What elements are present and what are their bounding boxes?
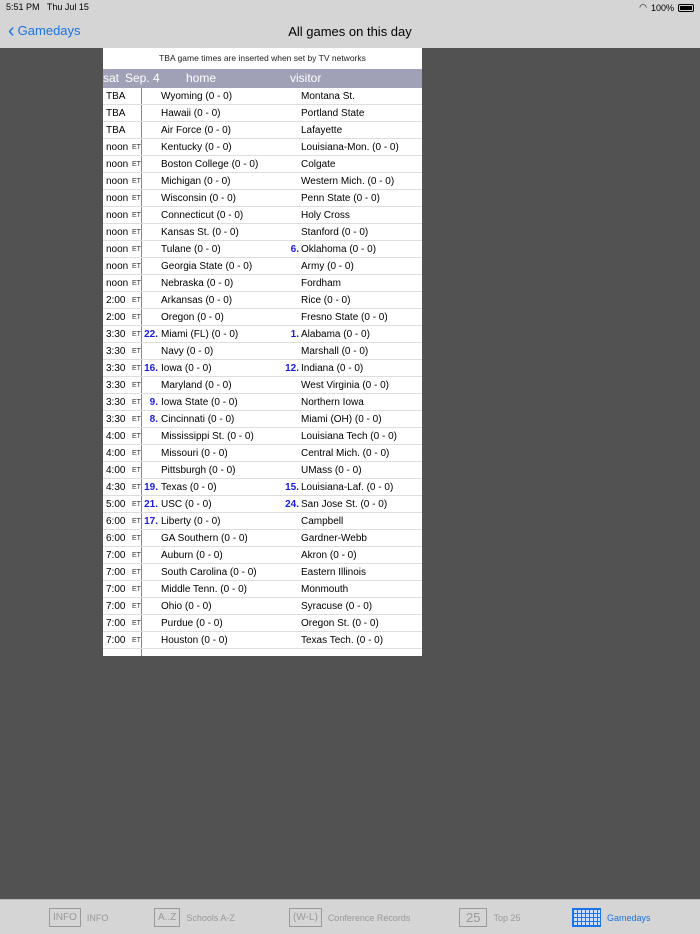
home-team: USC (0 - 0) bbox=[161, 499, 212, 510]
visitor-team: UMass (0 - 0) bbox=[301, 465, 362, 476]
visitor-team: Central Mich. (0 - 0) bbox=[301, 448, 390, 459]
table-row[interactable] bbox=[103, 615, 422, 632]
timezone: ET bbox=[132, 484, 141, 491]
column-divider bbox=[141, 377, 142, 393]
column-divider bbox=[141, 122, 142, 138]
home-team: Kentucky (0 - 0) bbox=[161, 142, 232, 153]
game-time: 3:30 bbox=[106, 380, 126, 391]
top25-icon: 25 bbox=[459, 908, 487, 927]
timezone: ET bbox=[132, 229, 141, 236]
table-row[interactable] bbox=[103, 377, 422, 394]
status-time: 5:51 PM Thu Jul 15 bbox=[6, 2, 89, 12]
tab-label: Conference Records bbox=[327, 912, 411, 923]
visitor-team: Syracuse (0 - 0) bbox=[301, 601, 373, 612]
tab-gamedays[interactable] bbox=[572, 908, 651, 927]
battery-percent: 100% bbox=[650, 2, 674, 13]
table-row[interactable] bbox=[103, 428, 422, 445]
navigation-bar bbox=[0, 14, 700, 48]
game-time: noon bbox=[106, 210, 129, 221]
home-team: GA Southern (0 - 0) bbox=[161, 533, 248, 544]
timezone: ET bbox=[132, 178, 141, 185]
game-time: 2:00 bbox=[106, 312, 126, 323]
home-rank: 19. bbox=[144, 482, 158, 493]
home-team: Purdue (0 - 0) bbox=[161, 618, 223, 629]
home-team: Air Force (0 - 0) bbox=[161, 125, 232, 136]
table-row[interactable] bbox=[103, 105, 422, 122]
column-divider bbox=[141, 581, 142, 597]
timezone: ET bbox=[132, 212, 141, 219]
game-time: noon bbox=[106, 159, 129, 170]
column-divider bbox=[141, 156, 142, 172]
visitor-team: Fresno State (0 - 0) bbox=[301, 312, 388, 323]
table-row[interactable] bbox=[103, 581, 422, 598]
home-team: South Carolina (0 - 0) bbox=[161, 567, 257, 578]
home-team: Arkansas (0 - 0) bbox=[161, 295, 233, 306]
table-row[interactable] bbox=[103, 343, 422, 360]
chevron-left-icon: ‹ bbox=[8, 19, 15, 42]
timezone: ET bbox=[132, 399, 141, 406]
home-team: Tulane (0 - 0) bbox=[161, 244, 221, 255]
column-divider bbox=[141, 632, 142, 648]
game-time: 7:00 bbox=[106, 601, 126, 612]
column-divider bbox=[141, 445, 142, 461]
home-team: Hawaii (0 - 0) bbox=[161, 108, 221, 119]
table-row[interactable] bbox=[103, 173, 422, 190]
game-time: 4:30 bbox=[106, 482, 126, 493]
timezone: ET bbox=[132, 450, 141, 457]
table-row[interactable] bbox=[103, 564, 422, 581]
header-day: sat bbox=[103, 71, 120, 85]
column-divider bbox=[141, 343, 142, 359]
home-team: Texas (0 - 0) bbox=[161, 482, 217, 493]
table-row[interactable] bbox=[103, 88, 422, 105]
column-divider bbox=[141, 615, 142, 631]
tab-label: Gamedays bbox=[607, 912, 651, 923]
home-team: Auburn (0 - 0) bbox=[161, 550, 223, 561]
wifi-icon: ◠ bbox=[639, 2, 647, 12]
game-time: 2:00 bbox=[106, 295, 126, 306]
timezone: ET bbox=[132, 246, 141, 253]
game-time: noon bbox=[106, 244, 129, 255]
game-time: TBA bbox=[106, 91, 126, 102]
visitor-team: Fordham bbox=[301, 278, 342, 289]
column-divider bbox=[141, 190, 142, 206]
table-row[interactable] bbox=[103, 632, 422, 649]
game-time: TBA bbox=[106, 125, 126, 136]
table-row[interactable] bbox=[103, 547, 422, 564]
column-divider bbox=[141, 105, 142, 121]
tab-info[interactable] bbox=[49, 908, 108, 927]
back-label: Gamedays bbox=[17, 23, 81, 38]
game-time: 7:00 bbox=[106, 584, 126, 595]
game-time: 7:00 bbox=[106, 550, 126, 561]
visitor-team: Louisiana-Laf. (0 - 0) bbox=[301, 482, 394, 493]
table-row[interactable] bbox=[103, 292, 422, 309]
table-row[interactable] bbox=[103, 207, 422, 224]
game-time: 6:00 bbox=[106, 516, 126, 527]
game-time: noon bbox=[106, 193, 129, 204]
game-time: 7:00 bbox=[106, 567, 126, 578]
timezone: ET bbox=[132, 569, 141, 576]
visitor-rank: 1. bbox=[290, 329, 299, 340]
home-team: Liberty (0 - 0) bbox=[161, 516, 221, 527]
header-visitor: visitor bbox=[290, 71, 322, 85]
visitor-rank: 12. bbox=[285, 363, 299, 374]
home-team: Wyoming (0 - 0) bbox=[161, 91, 233, 102]
visitor-team: Colgate bbox=[301, 159, 336, 170]
visitor-rank: 24. bbox=[285, 499, 299, 510]
home-team: Nebraska (0 - 0) bbox=[161, 278, 234, 289]
visitor-team: Lafayette bbox=[301, 125, 343, 136]
table-row-partial bbox=[103, 649, 422, 656]
az-icon: A..Z bbox=[154, 908, 180, 927]
home-team: Mississippi St. (0 - 0) bbox=[161, 431, 254, 442]
visitor-team: Stanford (0 - 0) bbox=[301, 227, 369, 238]
table-row[interactable] bbox=[103, 360, 422, 377]
column-divider bbox=[141, 309, 142, 325]
timezone: ET bbox=[132, 501, 141, 508]
visitor-team: Monmouth bbox=[301, 584, 349, 595]
column-divider bbox=[141, 496, 142, 512]
game-time: noon bbox=[106, 278, 129, 289]
game-time: 3:30 bbox=[106, 414, 126, 425]
timezone: ET bbox=[132, 314, 141, 321]
page-title: All games on this day bbox=[288, 24, 412, 39]
home-team: Ohio (0 - 0) bbox=[161, 601, 212, 612]
game-time: noon bbox=[106, 176, 129, 187]
timezone: ET bbox=[132, 195, 141, 202]
wl-icon: (W-L) bbox=[289, 908, 322, 927]
column-divider bbox=[141, 207, 142, 223]
home-rank: 8. bbox=[149, 414, 158, 425]
tab-label: Top 25 bbox=[493, 912, 521, 923]
table-row[interactable] bbox=[103, 462, 422, 479]
visitor-team: Army (0 - 0) bbox=[301, 261, 354, 272]
visitor-team: Akron (0 - 0) bbox=[301, 550, 357, 561]
table-row[interactable] bbox=[103, 224, 422, 241]
table-row[interactable] bbox=[103, 258, 422, 275]
table-row[interactable] bbox=[103, 190, 422, 207]
visitor-team: Gardner-Webb bbox=[301, 533, 367, 544]
table-row[interactable] bbox=[103, 139, 422, 156]
table-row[interactable] bbox=[103, 598, 422, 615]
column-divider bbox=[141, 326, 142, 342]
column-divider bbox=[141, 411, 142, 427]
game-time: 3:30 bbox=[106, 363, 126, 374]
column-divider bbox=[141, 394, 142, 410]
home-team: Kansas St. (0 - 0) bbox=[161, 227, 239, 238]
game-time: noon bbox=[106, 227, 129, 238]
status-bar bbox=[0, 0, 700, 14]
table-row[interactable] bbox=[103, 530, 422, 547]
header-date: Sep. 4 bbox=[125, 71, 160, 85]
visitor-team: Miami (OH) (0 - 0) bbox=[301, 414, 382, 425]
home-rank: 22. bbox=[144, 329, 158, 340]
home-team: Oregon (0 - 0) bbox=[161, 312, 224, 323]
timezone: ET bbox=[132, 535, 141, 542]
column-divider bbox=[141, 513, 142, 529]
timezone: ET bbox=[132, 620, 141, 627]
game-time: TBA bbox=[106, 108, 126, 119]
home-team: Connecticut (0 - 0) bbox=[161, 210, 244, 221]
game-time: 6:00 bbox=[106, 533, 126, 544]
table-row[interactable] bbox=[103, 309, 422, 326]
visitor-rank: 15. bbox=[285, 482, 299, 493]
game-time: 7:00 bbox=[106, 635, 126, 646]
game-time: 4:00 bbox=[106, 465, 126, 476]
tab-top25[interactable] bbox=[459, 908, 521, 927]
header-home: home bbox=[186, 71, 217, 85]
home-team: Missouri (0 - 0) bbox=[161, 448, 228, 459]
home-team: Cincinnati (0 - 0) bbox=[161, 414, 235, 425]
table-row[interactable] bbox=[103, 394, 422, 411]
timezone: ET bbox=[132, 467, 141, 474]
column-divider bbox=[141, 258, 142, 274]
table-row[interactable] bbox=[103, 496, 422, 513]
game-time: 3:30 bbox=[106, 397, 126, 408]
column-divider bbox=[141, 428, 142, 444]
table-row[interactable] bbox=[103, 122, 422, 139]
visitor-team: Indiana (0 - 0) bbox=[301, 363, 364, 374]
visitor-team: Campbell bbox=[301, 516, 344, 527]
calendar-grid-icon bbox=[572, 908, 601, 927]
table-row[interactable] bbox=[103, 275, 422, 292]
visitor-team: Marshall (0 - 0) bbox=[301, 346, 369, 357]
table-row[interactable] bbox=[103, 411, 422, 428]
timezone: ET bbox=[132, 433, 141, 440]
column-divider bbox=[141, 224, 142, 240]
visitor-team: Oklahoma (0 - 0) bbox=[301, 244, 377, 255]
column-divider bbox=[141, 139, 142, 155]
timezone: ET bbox=[132, 348, 141, 355]
visitor-team: Oregon St. (0 - 0) bbox=[301, 618, 379, 629]
visitor-team: Montana St. bbox=[301, 91, 355, 102]
home-team: Miami (FL) (0 - 0) bbox=[161, 329, 239, 340]
home-team: Maryland (0 - 0) bbox=[161, 380, 232, 391]
home-rank: 16. bbox=[144, 363, 158, 374]
game-time: noon bbox=[106, 261, 129, 272]
table-row[interactable] bbox=[103, 513, 422, 530]
timezone: ET bbox=[132, 382, 141, 389]
column-divider bbox=[141, 275, 142, 291]
table-row[interactable] bbox=[103, 445, 422, 462]
home-team: Wisconsin (0 - 0) bbox=[161, 193, 237, 204]
visitor-team: San Jose St. (0 - 0) bbox=[301, 499, 388, 510]
column-divider bbox=[141, 360, 142, 376]
game-time: 4:00 bbox=[106, 448, 126, 459]
tba-note: TBA game times are inserted when set by TV networks bbox=[159, 53, 366, 63]
visitor-team: Portland State bbox=[301, 108, 365, 119]
column-divider bbox=[141, 88, 142, 104]
table-header bbox=[103, 69, 422, 88]
visitor-team: Western Mich. (0 - 0) bbox=[301, 176, 395, 187]
home-team: Houston (0 - 0) bbox=[161, 635, 228, 646]
column-divider bbox=[141, 479, 142, 495]
home-team: Boston College (0 - 0) bbox=[161, 159, 259, 170]
table-row[interactable] bbox=[103, 241, 422, 258]
home-team: Middle Tenn. (0 - 0) bbox=[161, 584, 247, 595]
game-time: 4:00 bbox=[106, 431, 126, 442]
tab-schools[interactable] bbox=[154, 908, 235, 927]
column-divider bbox=[141, 598, 142, 614]
timezone: ET bbox=[132, 263, 141, 270]
column-divider bbox=[141, 292, 142, 308]
visitor-team: Rice (0 - 0) bbox=[301, 295, 351, 306]
home-team: Iowa State (0 - 0) bbox=[161, 397, 238, 408]
visitor-team: Alabama (0 - 0) bbox=[301, 329, 370, 340]
visitor-team: Holy Cross bbox=[301, 210, 350, 221]
tab-bar bbox=[0, 899, 700, 934]
game-time: 3:30 bbox=[106, 329, 126, 340]
column-divider bbox=[141, 173, 142, 189]
home-team: Pittsburgh (0 - 0) bbox=[161, 465, 236, 476]
column-divider bbox=[141, 462, 142, 478]
tab-label: Schools A-Z bbox=[186, 912, 235, 923]
table-row[interactable] bbox=[103, 479, 422, 496]
visitor-team: West Virginia (0 - 0) bbox=[301, 380, 389, 391]
timezone: ET bbox=[132, 518, 141, 525]
home-team: Georgia State (0 - 0) bbox=[161, 261, 253, 272]
info-icon: INFO bbox=[49, 908, 81, 927]
home-rank: 9. bbox=[149, 397, 158, 408]
column-divider bbox=[141, 564, 142, 580]
timezone: ET bbox=[132, 586, 141, 593]
game-time: 5:00 bbox=[106, 499, 126, 510]
timezone: ET bbox=[132, 416, 141, 423]
timezone: ET bbox=[132, 297, 141, 304]
games-table[interactable] bbox=[103, 48, 422, 656]
visitor-team: Northern Iowa bbox=[301, 397, 364, 408]
home-rank: 21. bbox=[144, 499, 158, 510]
home-team: Navy (0 - 0) bbox=[161, 346, 214, 357]
visitor-rank: 6. bbox=[290, 244, 299, 255]
home-team: Michigan (0 - 0) bbox=[161, 176, 231, 187]
timezone: ET bbox=[132, 365, 141, 372]
table-row[interactable] bbox=[103, 156, 422, 173]
column-divider bbox=[141, 530, 142, 546]
table-row[interactable] bbox=[103, 326, 422, 343]
visitor-team: Penn State (0 - 0) bbox=[301, 193, 380, 204]
visitor-team: Louisiana Tech (0 - 0) bbox=[301, 431, 397, 442]
visitor-team: Texas Tech. (0 - 0) bbox=[301, 635, 384, 646]
column-divider bbox=[141, 241, 142, 257]
visitor-team: Eastern Illinois bbox=[301, 567, 367, 578]
tab-label: INFO bbox=[86, 912, 109, 923]
timezone: ET bbox=[132, 161, 141, 168]
game-time: noon bbox=[106, 142, 129, 153]
column-divider bbox=[141, 547, 142, 563]
timezone: ET bbox=[132, 637, 141, 644]
timezone: ET bbox=[132, 331, 141, 338]
visitor-team: Louisiana-Mon. (0 - 0) bbox=[301, 142, 399, 153]
timezone: ET bbox=[132, 280, 141, 287]
timezone: ET bbox=[132, 552, 141, 559]
game-time: 7:00 bbox=[106, 618, 126, 629]
timezone: ET bbox=[132, 144, 141, 151]
timezone: ET bbox=[132, 603, 141, 610]
game-time: 3:30 bbox=[106, 346, 126, 357]
battery-icon bbox=[678, 4, 694, 12]
tab-conference-records[interactable] bbox=[289, 908, 410, 927]
home-team: Iowa (0 - 0) bbox=[161, 363, 212, 374]
home-rank: 17. bbox=[144, 516, 158, 527]
